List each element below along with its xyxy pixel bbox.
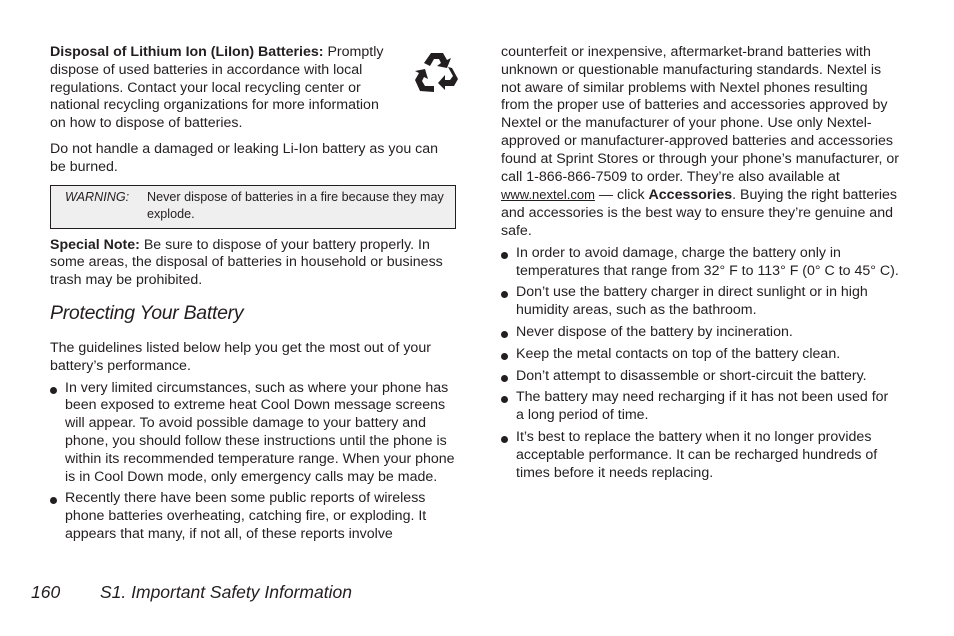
continued-text-end: . Buying the right batteries and accessories is the best way to ensure they’re genuine and safe. [501, 187, 897, 239]
right-column [501, 44, 899, 482]
list-item: In order to avoid damage, charge the battery only in temperatures that range from 32° F to 113° F (0° C to 45° C). [501, 245, 899, 281]
donot-paragraph: Do not handle a damaged or leaking Li-Ion battery as you can be burned. [50, 140, 439, 175]
list-item: It’s best to replace the battery when it no longer provides acceptable performance. It can be recharged hundreds of times before it needs replacing. [501, 429, 899, 482]
special-note-paragraph [50, 237, 456, 290]
warning-label: WARNING: [65, 189, 130, 204]
left-column [50, 44, 456, 544]
special-note-text: Be sure to dispose of your battery properly. In some areas, the disposal of batteries in household or business trash may be prohibited. [50, 236, 443, 289]
accessories-label: Accessories [648, 187, 733, 204]
disposal-text: Promptly dispose of used batteries in accordance with local regulations. Contact your local recycling center or national recycling organizations for more information on how to dispose of batteries. [50, 44, 384, 132]
right-bullet-list [501, 245, 899, 483]
continued-text: counterfeit or inexpensive, aftermarket-brand batteries with unknown or questionable manufacturing standards. Nextel is not aware of similar problems with Nextel phones resulting from the proper use of batteries and accessories approved by Nextel or the manufacturer of your phone. Use only Nextel-approved or manufacturer-approved batteries and accessories found at Sprint Stores or through your phone’s manufacturer, or call 1-866-866-7509 to order. They’re also available at [501, 44, 900, 185]
list-item: Don’t attempt to disassemble or short-circuit the battery. [501, 368, 899, 386]
list-item: Don’t use the battery charger in direct sunlight or in high humidity areas, such as the bathroom. [501, 284, 899, 320]
special-note-heading: Special Note: [50, 236, 140, 253]
intro-paragraph: The guidelines listed below help you get the most out of your battery’s performance. [50, 339, 431, 374]
page-footer [31, 582, 352, 603]
left-bullet-list [50, 380, 456, 544]
list-item: In very limited circumstances, such as where your phone has been exposed to extreme heat Cool Down message screens will appear. To avoid possible damage to your battery and phone, you should follow these instructions until the phone is within its recommended temperature range. When your phone is in Cool Down mode, only emergency calls may be made. [50, 380, 456, 487]
warning-text: Never dispose of batteries in a fire because they may explode. [147, 189, 444, 221]
page-number: 160 [31, 582, 61, 602]
list-item: The battery may need recharging if it has not been used for a long period of time. [501, 389, 899, 425]
disposal-heading: Disposal of Lithium Ion (LiIon) Batteries: [50, 44, 324, 60]
list-item: Never dispose of the battery by incineration. [501, 324, 899, 342]
nextel-link[interactable]: www.nextel.com [501, 187, 595, 203]
disposal-paragraph [50, 44, 395, 133]
section-title: Protecting Your Battery [50, 301, 244, 324]
list-item: Recently there have been some public reports of wireless phone batteries overheating, catching fire, or exploding. It appears that many, if not all, of these reports involve [50, 490, 456, 543]
warning-box [50, 185, 456, 229]
continued-paragraph [501, 44, 899, 241]
click-text: — click [598, 187, 645, 204]
footer-section-title: S1. Important Safety Information [100, 582, 352, 602]
list-item: Keep the metal contacts on top of the battery clean. [501, 346, 899, 364]
recycle-icon [414, 50, 460, 94]
